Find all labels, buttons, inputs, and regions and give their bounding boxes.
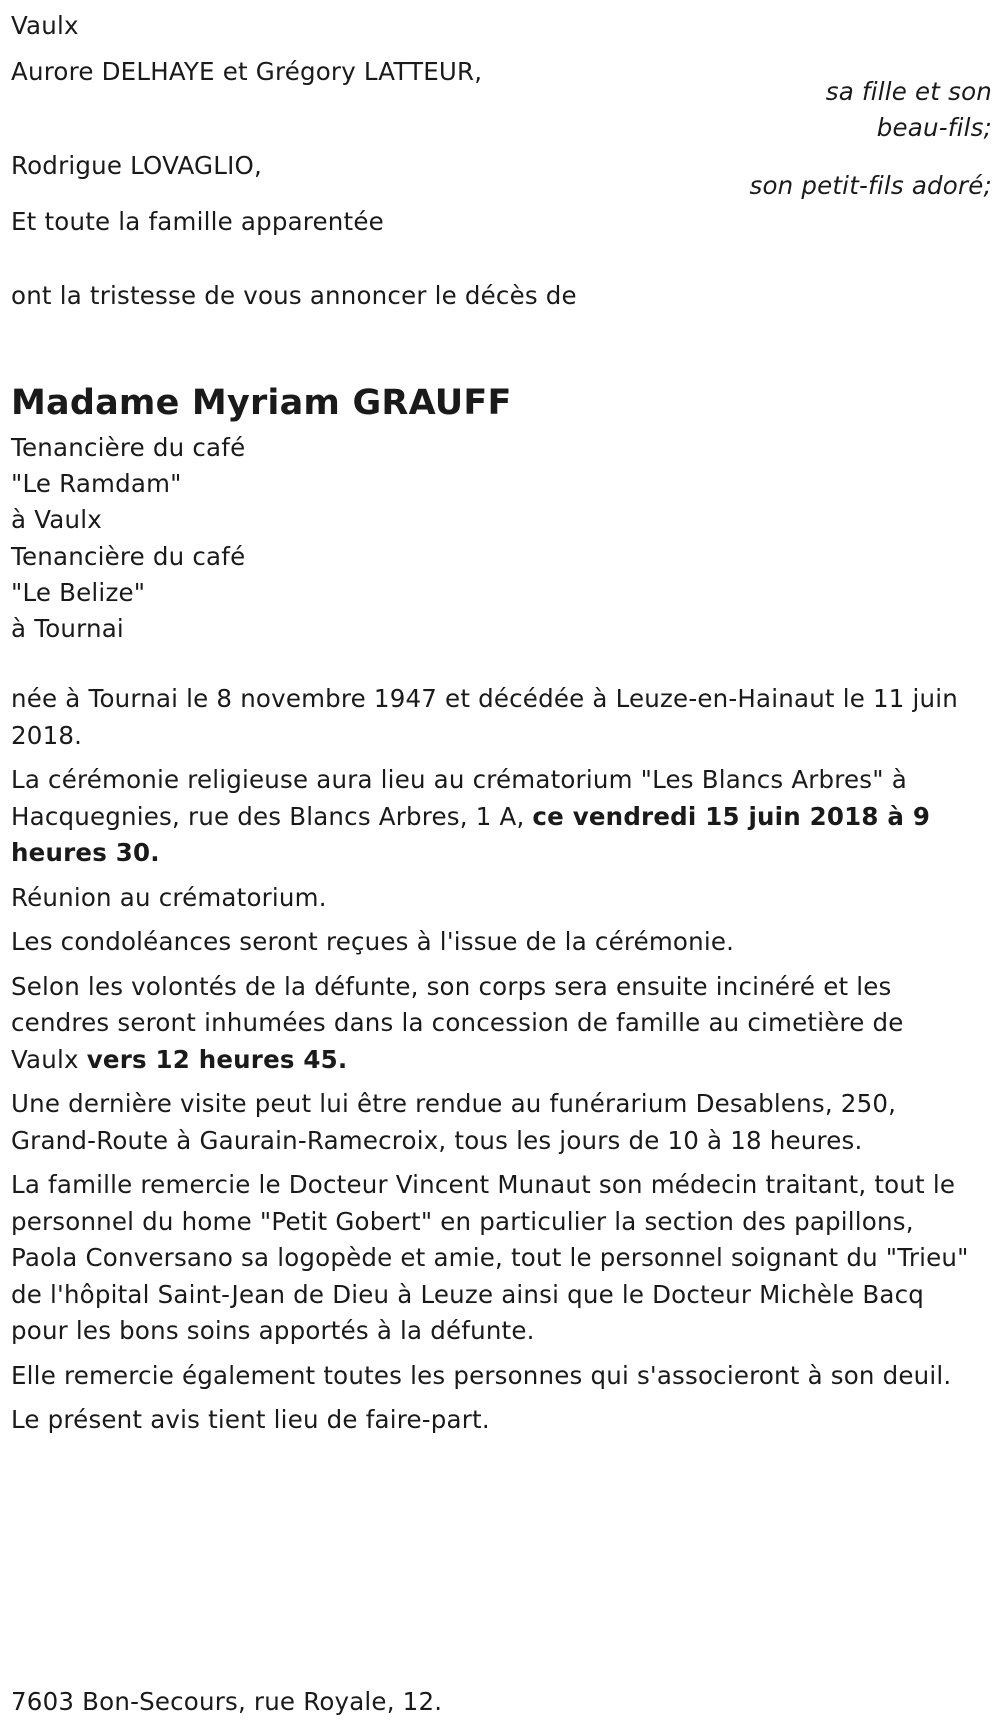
visit-paragraph: Une dernière visite peut lui être rendue au funérarium Desablens, 250, Grand-Route à Gaurain-Ramecroix, tous les jours de 10 à 18 heures. <box>11 1089 897 1155</box>
burial-text: Selon les volontés de la défunte, son corps sera ensuite incinéré et les cendres seront inhumées dans la concession de famille au cimetière de Vaulx <box>11 971 904 1074</box>
place-line: Vaulx <box>11 11 79 40</box>
title-line-1: Tenancière du café <box>11 433 246 462</box>
address-line: 7603 Bon-Secours, rue Royale, 12. <box>11 1687 443 1716</box>
obituary-body <box>11 681 971 1447</box>
title-line-3: à Vaulx <box>11 505 102 534</box>
family-member-1: Aurore DELHAYE et Grégory LATTEUR, <box>11 57 483 86</box>
title-line-2: "Le Ramdam" <box>11 469 182 498</box>
family-member-2-relation: son petit-fils adoré; <box>749 171 992 200</box>
thanks-all-paragraph: Elle remercie également toutes les personnes qui s'associeront à son deuil. <box>11 1360 952 1390</box>
announcement-line: ont la tristesse de vous annoncer le décès de <box>11 281 577 310</box>
ceremony-text: La cérémonie religieuse aura lieu au crématorium "Les Blancs Arbres" à Hacquegnies, rue des Blancs Arbres, 1 A, <box>11 765 907 831</box>
thanks-paragraph: La famille remercie le Docteur Vincent Munaut son médecin traitant, tout le personnel du home "Petit Gobert" en particulier la section des papillons, Paola Conversano sa logopède et amie, tout le personnel soignant du "Trieu" de l'hôpital Saint-Jean de Dieu à Leuze ainsi que le Docteur Michèle Bacq pour les bons soins apportés à la défunte. <box>11 1170 969 1345</box>
title-line-6: à Tournai <box>11 614 124 643</box>
family-member-3: Et toute la famille apparentée <box>11 207 384 236</box>
title-line-5: "Le Belize" <box>11 578 146 607</box>
family-member-2: Rodrigue LOVAGLIO, <box>11 151 262 180</box>
reunion-paragraph: Réunion au crématorium. <box>11 882 327 912</box>
birth-death-paragraph: née à Tournai le 8 novembre 1947 et décédée à Leuze-en-Hainaut le 11 juin 2018. <box>11 684 959 750</box>
deceased-name: Madame Myriam GRAUFF <box>11 383 512 423</box>
burial-paragraph <box>11 969 971 1079</box>
notice-paragraph: Le présent avis tient lieu de faire-part. <box>11 1405 490 1434</box>
family-member-1-relation-line-1: sa fille et son <box>825 77 992 106</box>
burial-time: vers 12 heures 45. <box>86 1044 348 1074</box>
family-member-1-relation-line-2: beau-fils; <box>876 113 992 142</box>
title-line-4: Tenancière du café <box>11 542 246 571</box>
ceremony-time: ce vendredi 15 juin 2018 à 9 heures 30. <box>11 801 931 867</box>
condolences-paragraph: Les condoléances seront reçues à l'issue de la cérémonie. <box>11 927 735 956</box>
ceremony-paragraph <box>11 762 971 872</box>
